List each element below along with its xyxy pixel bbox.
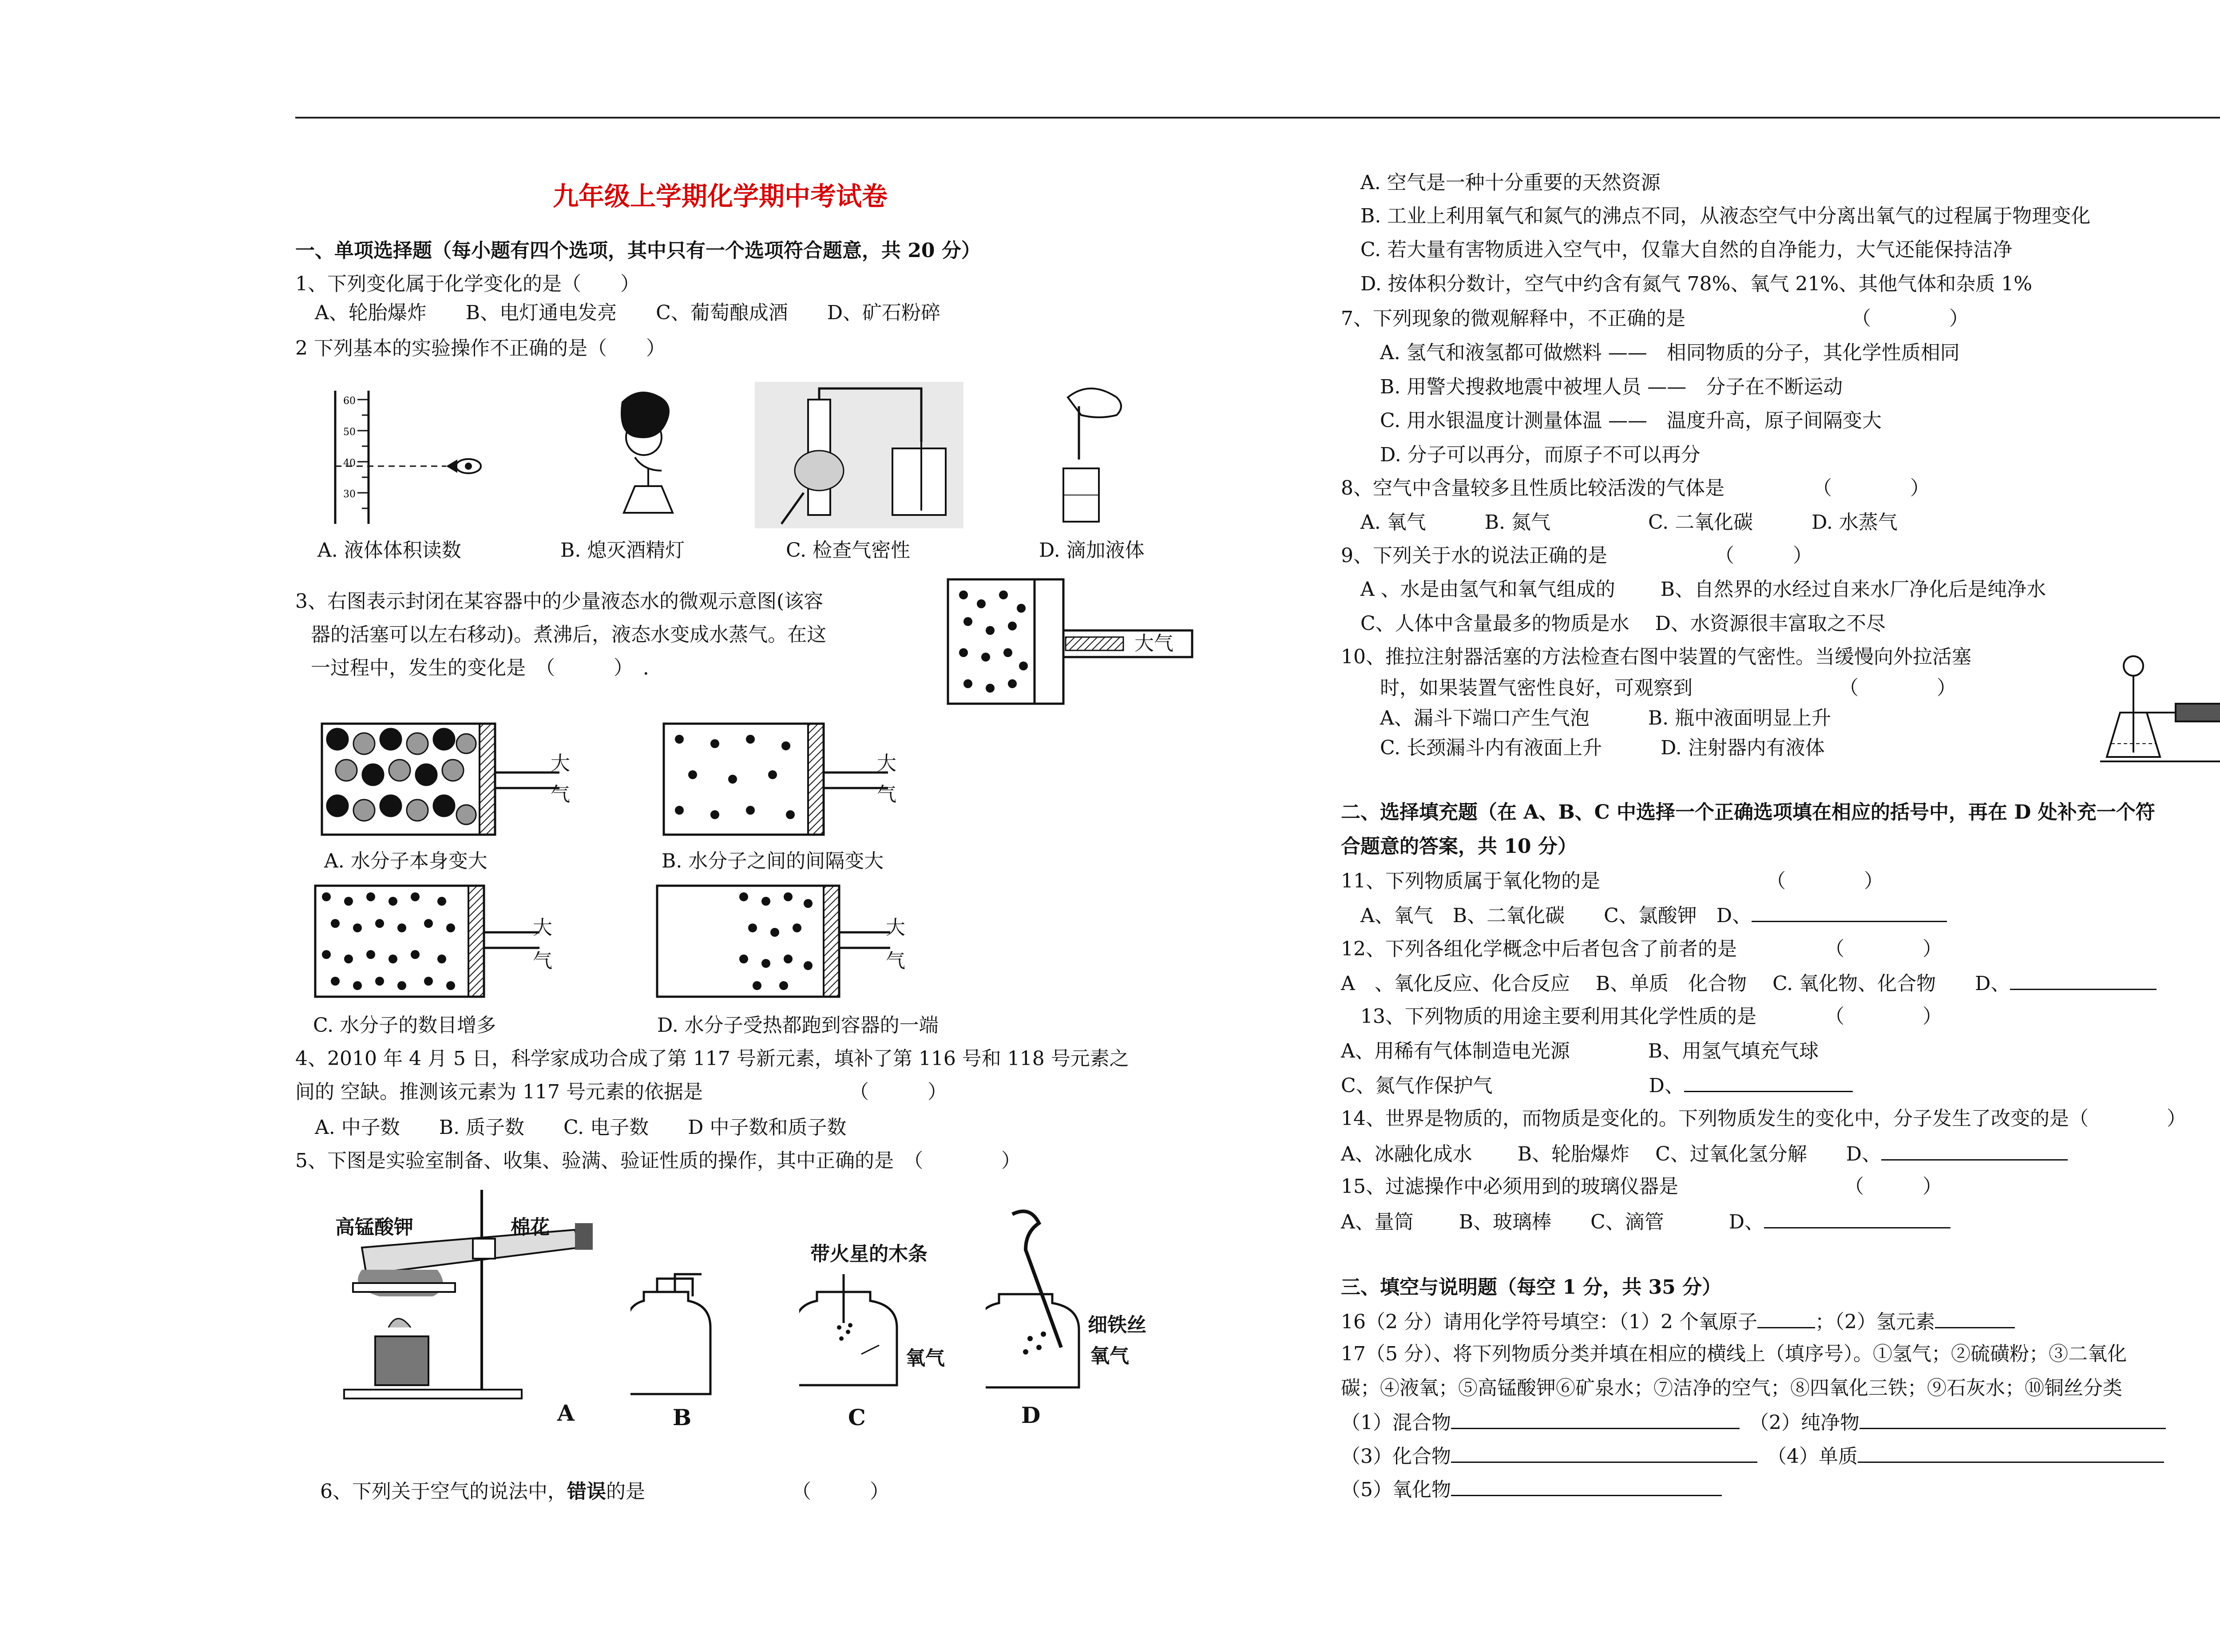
- q17-mixture-blank[interactable]: [1451, 1408, 1740, 1429]
- q6-stem-end: 的是 （ ）: [606, 1480, 889, 1503]
- q2-figure-airtight: [755, 382, 963, 528]
- q17-line1: 17（5 分）、将下列物质分类并填在相应的横线上（填序号）。①氢气；②硫磺粉；③二氧化: [1341, 1343, 2127, 1365]
- q10-options-cd: C. 长颈漏斗内有液面上升 D. 注射器内有液体: [1341, 737, 1825, 759]
- q7-option-a: A. 氢气和液氢都可做燃料 —— 相同物质的分子，其化学性质相同: [1341, 341, 1960, 364]
- q11-options-text: A、氧气 B、二氧化碳 C、氯酸钾 D、: [1341, 904, 1752, 927]
- q13-answer-blank[interactable]: [1684, 1071, 1853, 1092]
- q3c-atm-1: 大: [533, 916, 552, 939]
- section-1-heading: 一、单项选择题（每小题有四个选项，其中只有一个选项符合题意，共 20 分）: [295, 239, 981, 262]
- q12-options-text: A 、氧化反应、化合反应 B、单质 化合物 C. 氧化物、化合物 D、: [1341, 972, 2010, 995]
- q9-options-ab: A 、水是由氢气和氧气组成的 B、自然界的水经过自来水厂净化后是纯净水: [1341, 578, 2046, 601]
- q12-options: [1341, 969, 2157, 997]
- q3c-atm-2: 气: [533, 950, 552, 972]
- q2-label-b: B. 熄灭酒精灯: [560, 539, 685, 562]
- q3-option-b: B. 水分子之间的间隔变大: [662, 850, 884, 872]
- q6-option-a: A. 空气是一种十分重要的天然资源: [1341, 171, 1661, 194]
- q16-part2: ；（2）氢元素: [1815, 1311, 1935, 1333]
- q5-stem: 5、下图是实验室制备、收集、验满、验证性质的操作，其中正确的是 （ ）: [295, 1149, 1021, 1172]
- q7-stem: 7、下列现象的微观解释中，不正确的是 （ ）: [1341, 307, 1969, 330]
- q15-options-text: A、量筒 B、玻璃棒 C、滴管 D、: [1341, 1211, 1764, 1233]
- q13-options-text: C、氮气作保护气 D、: [1341, 1074, 1684, 1097]
- q3-atm-label: 大气: [1134, 632, 1173, 655]
- q6-stem-emphasis: 错误: [567, 1480, 606, 1503]
- q6-option-c: C. 若大量有害物质进入空气中，仅靠大自然的自净能力，大气还能保持洁净: [1341, 238, 2013, 261]
- q17-line4: [1341, 1442, 2164, 1470]
- q17-line5: [1341, 1475, 1722, 1503]
- q3-option-d: D. 水分子受热都跑到容器的一端: [657, 1014, 939, 1037]
- q5-d-oxygen-label: 氧气: [1090, 1345, 1129, 1367]
- q5-wire-label: 细铁丝: [1088, 1314, 1146, 1336]
- q5-fig-b-letter: B: [673, 1404, 692, 1430]
- q2-stem: 2 下列基本的实验操作不正确的是（ ）: [295, 337, 666, 360]
- q2-figure-lamp: [595, 384, 706, 531]
- header-rule: [295, 117, 2220, 119]
- q17-element-label: （4）单质: [1777, 1445, 1858, 1468]
- q17-line2: 碳；④液氧；⑤高锰酸钾⑥矿泉水；⑦洁净的空气；⑧四氧化三铁；⑨石灰水；⑩铜丝分类: [1341, 1377, 2122, 1399]
- section-2-heading-line1: 二、选择填充题（在 A、B、C 中选择一个正确选项填在相应的括号中，再在 D 处补充一个符: [1341, 801, 2155, 824]
- q3d-atm-2: 气: [886, 950, 905, 972]
- q3-figure-b: [662, 721, 892, 837]
- q17-mixture-label: （1）混合物: [1341, 1411, 1451, 1434]
- q14-answer-blank[interactable]: [1881, 1140, 2068, 1161]
- q9-stem: 9、下列关于水的说法正确的是 （ ）: [1341, 544, 1812, 567]
- q17-oxide-label: （5）氧化物: [1341, 1478, 1451, 1501]
- q10-line1: 10、推拉注射器活塞的方法检查右图中装置的气密性。当缓慢向外拉活塞: [1341, 646, 1971, 668]
- q10-options-ab: A、漏斗下端口产生气泡 B. 瓶中液面明显上升: [1341, 707, 1832, 729]
- q10-line2: 时，如果装置气密性良好，可观察到 （ ）: [1341, 677, 1956, 699]
- q5-cotton-label: 棉花: [511, 1216, 550, 1239]
- q3a-atm-2: 气: [551, 783, 570, 806]
- q5-fig-a-letter: A: [557, 1400, 575, 1426]
- section-3-heading: 三、填空与说明题（每空 1 分，共 35 分）: [1341, 1276, 1722, 1299]
- q3-line1: 3、右图表示封闭在某容器中的少量液态水的微观示意图(该容: [295, 590, 824, 613]
- q5-figure-b: [630, 1270, 719, 1434]
- q12-stem: 12、下列各组化学概念中后者包含了前者的是 （ ）: [1341, 938, 1942, 960]
- q3-option-a: A. 水分子本身变大: [324, 850, 488, 872]
- q2-figure-dropper: [1054, 380, 1143, 526]
- q17-line3: [1341, 1408, 2166, 1436]
- section-2-heading-line2: 合题意的答案，共 10 分）: [1341, 835, 1577, 858]
- q12-answer-blank[interactable]: [2010, 969, 2157, 990]
- q2-label-d: D. 滴加液体: [1039, 539, 1145, 562]
- q5-fig-c-letter: C: [848, 1404, 866, 1430]
- q2-figure-cylinder: [326, 391, 495, 528]
- svg-text:40: 40: [343, 458, 356, 469]
- q15-answer-blank[interactable]: [1764, 1208, 1950, 1228]
- q5-kmno4-label: 高锰酸钾: [335, 1216, 413, 1239]
- svg-text:30: 30: [343, 489, 356, 500]
- q3b-atm-1: 大: [877, 752, 896, 775]
- exam-title: 九年级上学期化学期中考试卷: [553, 181, 888, 211]
- q11-answer-blank[interactable]: [1752, 901, 1947, 922]
- q6-stem-start: 6、下列关于空气的说法中，: [320, 1480, 567, 1503]
- q13-options-ab: A、用稀有气体制造电光源 B、用氢气填充气球: [1341, 1040, 1819, 1062]
- q2-label-c: C. 检查气密性: [786, 539, 911, 562]
- q3-figure-c: [313, 883, 544, 999]
- q16-part1: 16（2 分）请用化学符号填空：（1）2 个氧原子: [1341, 1311, 1757, 1333]
- q17-compound-label: （3）化合物: [1341, 1445, 1451, 1468]
- q8-stem: 8、空气中含量较多且性质比较活泼的气体是 （ ）: [1341, 477, 1930, 499]
- q14-stem: 14、世界是物质的，而物质是变化的。下列物质发生的变化中，分子发生了改变的是（ ）: [1341, 1107, 2186, 1130]
- q3-option-c: C. 水分子的数目增多: [313, 1014, 496, 1037]
- q17-oxide-blank[interactable]: [1451, 1475, 1722, 1496]
- q4-line2: 间的 空缺。推测该元素为 117 号元素的依据是 （ ）: [295, 1081, 947, 1103]
- q6-stem: [295, 1452, 889, 1532]
- q16-blank-1[interactable]: [1757, 1307, 1815, 1328]
- q13-stem: 13、下列物质的用途主要利用其化学性质的是 （ ）: [1341, 1005, 1942, 1028]
- q14-options: [1341, 1140, 2068, 1168]
- q15-options: [1341, 1208, 1950, 1236]
- q3-figure-d: [655, 883, 895, 999]
- q15-stem: 15、过滤操作中必须用到的玻璃仪器是 （ ）: [1341, 1175, 1942, 1198]
- q17-pure-label: （2）纯净物: [1759, 1411, 1859, 1434]
- q3d-atm-1: 大: [886, 916, 905, 939]
- q7-option-d: D. 分子可以再分，而原子不可以再分: [1341, 444, 1701, 466]
- q17-pure-blank[interactable]: [1859, 1408, 2166, 1429]
- q16-line: [1341, 1307, 2015, 1335]
- q1-stem: 1、下列变化属于化学变化的是（ ）: [295, 273, 640, 295]
- q17-compound-blank[interactable]: [1451, 1442, 1757, 1463]
- q2-label-a: A. 液体体积读数: [317, 539, 461, 562]
- q17-element-blank[interactable]: [1858, 1442, 2164, 1463]
- q11-options: [1341, 901, 1947, 929]
- svg-text:50: 50: [343, 427, 356, 438]
- q4-options: A. 中子数 B. 质子数 C. 电子数 D 中子数和质子数: [295, 1116, 847, 1139]
- q1-options: A、轮胎爆炸 B、电灯通电发亮 C、葡萄酿成酒 D、矿石粉碎: [295, 301, 941, 324]
- q3b-atm-2: 气: [877, 783, 896, 806]
- svg-text:60: 60: [343, 396, 356, 407]
- q7-option-b: B. 用警犬搜救地震中被埋人员 —— 分子在不断运动: [1341, 376, 1843, 398]
- q4-line1: 4、2010 年 4 月 5 日，科学家成功合成了第 117 号新元素，填补了第 116 号和 118 号元素之: [295, 1047, 1129, 1070]
- q10-figure-apparatus: [2096, 646, 2220, 770]
- q16-blank-2[interactable]: [1935, 1307, 2015, 1328]
- q3-figure-a: [320, 721, 564, 837]
- q5-c-oxygen-label: 氧气: [906, 1347, 945, 1370]
- q5-fig-d-letter: D: [1021, 1402, 1041, 1427]
- q3-line2: 器的活塞可以左右移动)。煮沸后，液态水变成水蒸气。在这: [311, 623, 827, 646]
- q11-stem: 11、下列物质属于氧化物的是 （ ）: [1341, 870, 1883, 892]
- q8-options: A. 氧气 B. 氮气 C. 二氧化碳 D. 水蒸气: [1341, 511, 1898, 534]
- q3a-atm-1: 大: [551, 752, 570, 775]
- q6-option-b: B. 工业上利用氧气和氮气的沸点不同，从液态空气中分离出氧气的过程属于物理变化: [1341, 205, 2091, 227]
- q6-option-d: D. 按体积分数计，空气中约含有氮气 78%、氧气 21%、其他气体和杂质 1%: [1341, 273, 2033, 295]
- q3-line3: 一过程中，发生的变化是 （ ） ．: [311, 657, 662, 679]
- q5-splint-label: 带火星的木条: [810, 1243, 928, 1265]
- q13-options-cd: [1341, 1071, 1853, 1099]
- q7-option-c: C. 用水银温度计测量体温 —— 温度升高，原子间隔变大: [1341, 409, 1882, 432]
- q14-options-text: A、冰融化成水 B、轮胎爆炸 C、过氧化氢分解 D、: [1341, 1143, 1882, 1165]
- q9-options-cd: C、人体中含量最多的物质是水 D、水资源很丰富取之不尽: [1341, 612, 1886, 635]
